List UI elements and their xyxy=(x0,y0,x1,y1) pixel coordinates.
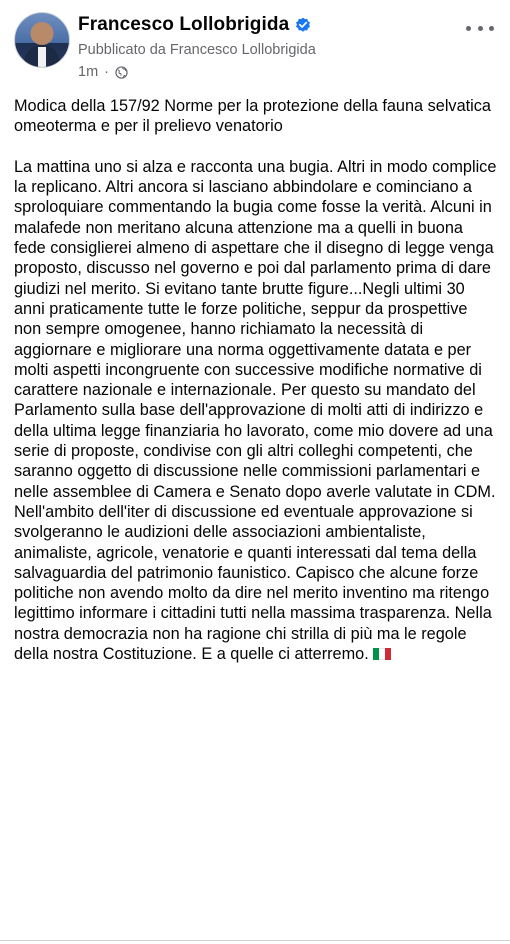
published-by-text[interactable]: Pubblicato da Francesco Lollobrigida xyxy=(78,42,316,58)
avatar-shirt xyxy=(38,47,46,67)
italian-flag-icon xyxy=(373,645,391,657)
more-options-dot xyxy=(466,26,471,31)
more-options-dot xyxy=(478,26,483,31)
post-content xyxy=(14,96,498,664)
post-header xyxy=(14,12,504,86)
post-meta xyxy=(78,64,128,80)
flag-red-band xyxy=(385,648,391,660)
post-body-text: La mattina uno si alza e racconta una bugia. Altri in modo complice la replicano. Altri ancora si lasciano abbindolare e cominciano a sproloquiare commentando la bugia come fosse la verità. Alcuni in malafede non meritano alcuna attenzione ma a quelli in buona fede consiglierei almeno di aspettare che il disegno di legge venga proposto, discusso nel governo e poi dal parlamento prima di dare giudizi nel merito. Si evitano tante brutte figure...Negli ultimi 30 anni praticamente tutte le forze politiche, seppur da prospettive non sempre omogenee, hanno richiamato la necessità di aggiornare e migliorare una norma oggettivamente datata e per molti aspetti incongruente con successive modifiche normative di carattere nazionale e internazionale. Per questo su mandato del Parlamento sulla base dell'approvazione di molti atti di indirizzo e della ultima legge finanziaria ho lavorato, come mio dovere ad una serie di proposte, condivise con gli altri colleghi competenti, che saranno oggetto di discussione nelle commissioni parlamentari e nelle assemblee di Camera e Senato dopo averle valutate in CDM. Nell'ambito dell'iter di discussione ed eventuale approvazione si svolgeranno le audizioni delle associazioni ambientaliste, animaliste, agricole, venatorie e quanti interessati dal tema della salvaguardia del patrimonio faunistico. Capisco che alcune forze politiche non avendo molto da dire nel merito inventino ma ritengo legittimo informare i cittadini tutti nella massima trasparenza. Nella nostra democrazia non ha ragione chi strilla di più ma le regole della nostra Costituzione. E a quelle ci atterremo. xyxy=(14,157,497,664)
avatar[interactable] xyxy=(14,12,70,68)
author-name[interactable]: Francesco Lollobrigida xyxy=(78,14,290,35)
more-options-button[interactable] xyxy=(466,18,494,38)
post-title: Modica della 157/92 Norme per la protezione della fauna selvatica omeoterma e per il prelievo venatorio xyxy=(14,97,491,136)
more-options-dot xyxy=(489,26,494,31)
meta-separator: · xyxy=(104,64,109,80)
verified-badge-icon xyxy=(295,17,311,33)
post-body xyxy=(14,157,498,664)
globe-icon[interactable] xyxy=(115,66,128,79)
post-divider xyxy=(0,940,510,941)
post-timestamp[interactable]: 1m xyxy=(78,64,99,80)
author-row xyxy=(78,12,311,38)
